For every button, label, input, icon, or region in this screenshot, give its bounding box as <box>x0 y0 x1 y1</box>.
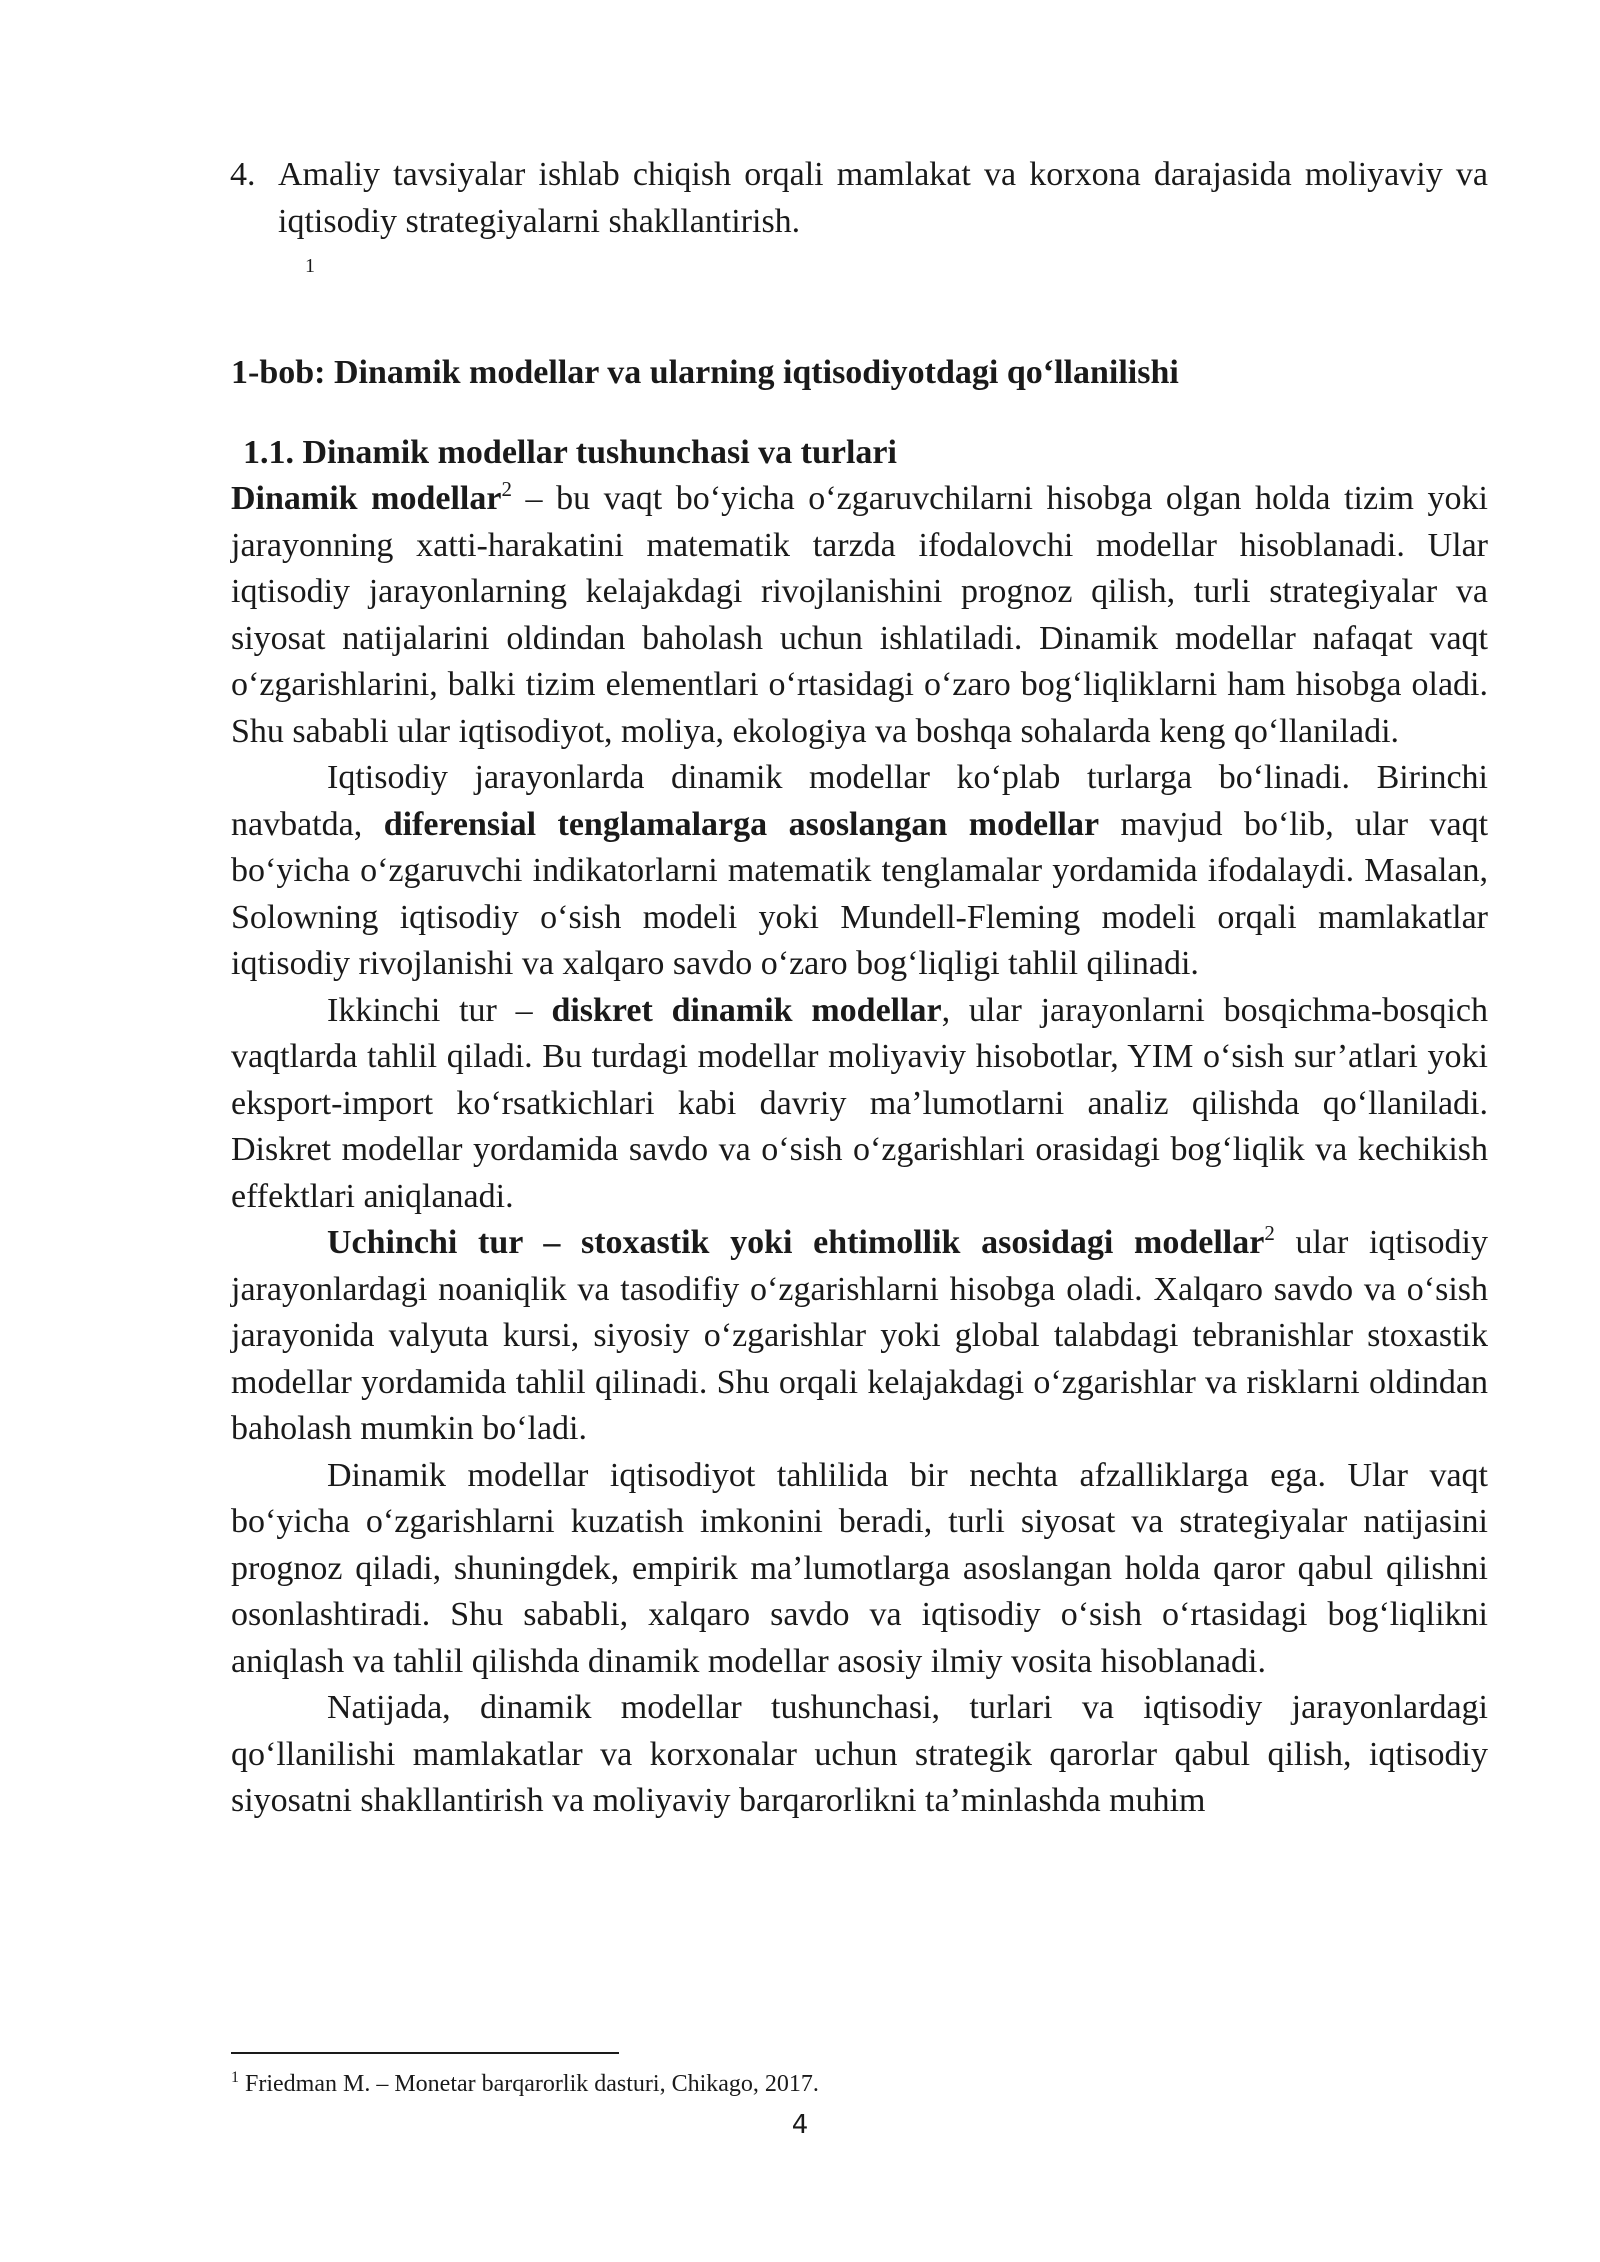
list-item <box>230 152 1488 245</box>
paragraph-1: Dinamik modellar$^2$ – bu vaqt bo‘yicha o‘zgaruvchilarni hisobga olgan holda tizim yoki jarayonning xatti-harakatini matematik tarzda ifodalovchi modellar hisoblanadi. Ular iqtisodiy jarayonlarning kelajakdagi rivojlanishini prognoz qilish, turli strategiyalar va siyosat natijalarini oldindan baholash uchun ishlatiladi. Dinamik modellar nafaqat vaqt o‘zgarishlarini, balki tizim elementlari o‘rtasidagi o‘zaro bog‘liqliklarni ham hisobga oladi. Shu sababli ular iqtisodiyot, moliya, ekologiya va boshqa sohalarda keng qo‘llaniladi. <box>231 477 1488 750</box>
paragraph-4: Uchinchi tur – stoxastik yoki ehtimollik asosidagi modellar$^2$ ular iqtisodiy jarayonlardagi noaniqlik va tasodifiy o‘zgarishlarni hisobga oladi. Xalqaro savdo va o‘sish jarayonida valyuta kursi, siyosiy o‘zgarishlar yoki global talabdagi tebranishlar stoxastik modellar yordamida tahlil qilinadi. Shu orqali kelajakdagi o‘zgarishlar va risklarni oldindan baholash mumkin bo‘ladi. <box>231 1221 1488 1447</box>
body-text <box>231 476 1488 1825</box>
footnote-ref: 2 <box>501 477 512 501</box>
paragraph-5: Dinamik modellar iqtisodiyot tahlilida bir nechta afzalliklarga ega. Ular vaqt bo‘yicha o‘zgarishlarni kuzatish imkonini beradi, turli siyosat va strategiyalar natijasini prognoz qiladi, shuningdek, empirik ma’lumotlarga asoslangan holda qaror qabul qilishni osonlashtiradi. Shu sababli, xalqaro savdo va iqtisodiy o‘sish o‘rtasidagi bog‘liqlikni aniqlash va tahlil qilishda dinamik modellar asosiy ilmiy vosita hisoblanadi. <box>231 1456 1488 1680</box>
bold-term: Dinamik modellar <box>231 480 502 517</box>
bold-term: diskret dinamik modellar <box>551 991 942 1029</box>
paragraph-2: Iqtisodiy jarayonlarda dinamik modellar ko‘plab turlarga bo‘linadi. Birinchi navbatda, diferensial tenglamalarga asoslangan modellar mavjud bo‘lib, ular vaqt bo‘yicha o‘zgaruvchi indikatorlarni matematik tenglamalar yordamida ifodalaydi. Masalan, Solowning iqtisodiy o‘sish modeli yoki Mundell-Fleming modeli orqali mamlakatlar iqtisodiy rivojlanishi va xalqaro savdo o‘zaro bog‘liqligi tahlil qilinadi. <box>231 759 1489 982</box>
section-title: 1.1. Dinamik modellar tushunchasi va turlari <box>243 434 897 471</box>
bold-term: diferensial tenglamalarga asoslangan modellar <box>383 805 1100 843</box>
chapter-title: 1-bob: Dinamik modellar va ularning iqtisodiyotdagi qo‘llanilishi <box>231 354 1179 391</box>
footnote-reference-marker: 1 <box>305 255 315 277</box>
footnote-separator <box>231 2052 619 2054</box>
footnote-text: Friedman M. – Monetar barqarorlik dasturi, Chikago, 2017. <box>239 2071 819 2097</box>
list-number: 4. <box>230 156 256 193</box>
paragraph-6: Natijada, dinamik modellar tushunchasi, turlari va iqtisodiy jarayonlardagi qo‘llanilishi mamlakatlar va korxonalar uchun strategik qarorlar qabul qilish, iqtisodiy siyosatni shakllantirish va moliyaviy barqarorlikni ta’minlashda muhim <box>231 1689 1488 1819</box>
paragraph-3: Ikkinchi tur – diskret dinamik modellar, ular jarayonlarni bosqichma-bosqich vaqtlarda tahlil qiladi. Bu turdagi modellar moliyaviy hisobotlar, YIM o‘sish sur’atlari yoki eksport-import ko‘rsatkichlari kabi davriy ma’lumotlarni analiz qilishda qo‘llaniladi. Diskret modellar yordamida savdo va o‘sish o‘zgarishlari orasidagi bog‘liqlik va kechikish effektlari aniqlanadi. <box>231 991 1489 1215</box>
bold-term: Uchinchi tur – stoxastik yoki ehtimollik asosidagi modellar <box>327 1224 1265 1261</box>
footnote-ref: 2 <box>1264 1221 1275 1245</box>
page-number: 4 <box>791 2110 809 2140</box>
list-item-text: Amaliy tavsiyalar ishlab chiqish orqali mamlakat va korxona darajasida moliyaviy va iqtisodiy strategiyalarni shakllantirish. <box>278 156 1488 240</box>
footnote <box>231 2068 819 2100</box>
footnote-marker: 1 <box>231 2069 239 2086</box>
